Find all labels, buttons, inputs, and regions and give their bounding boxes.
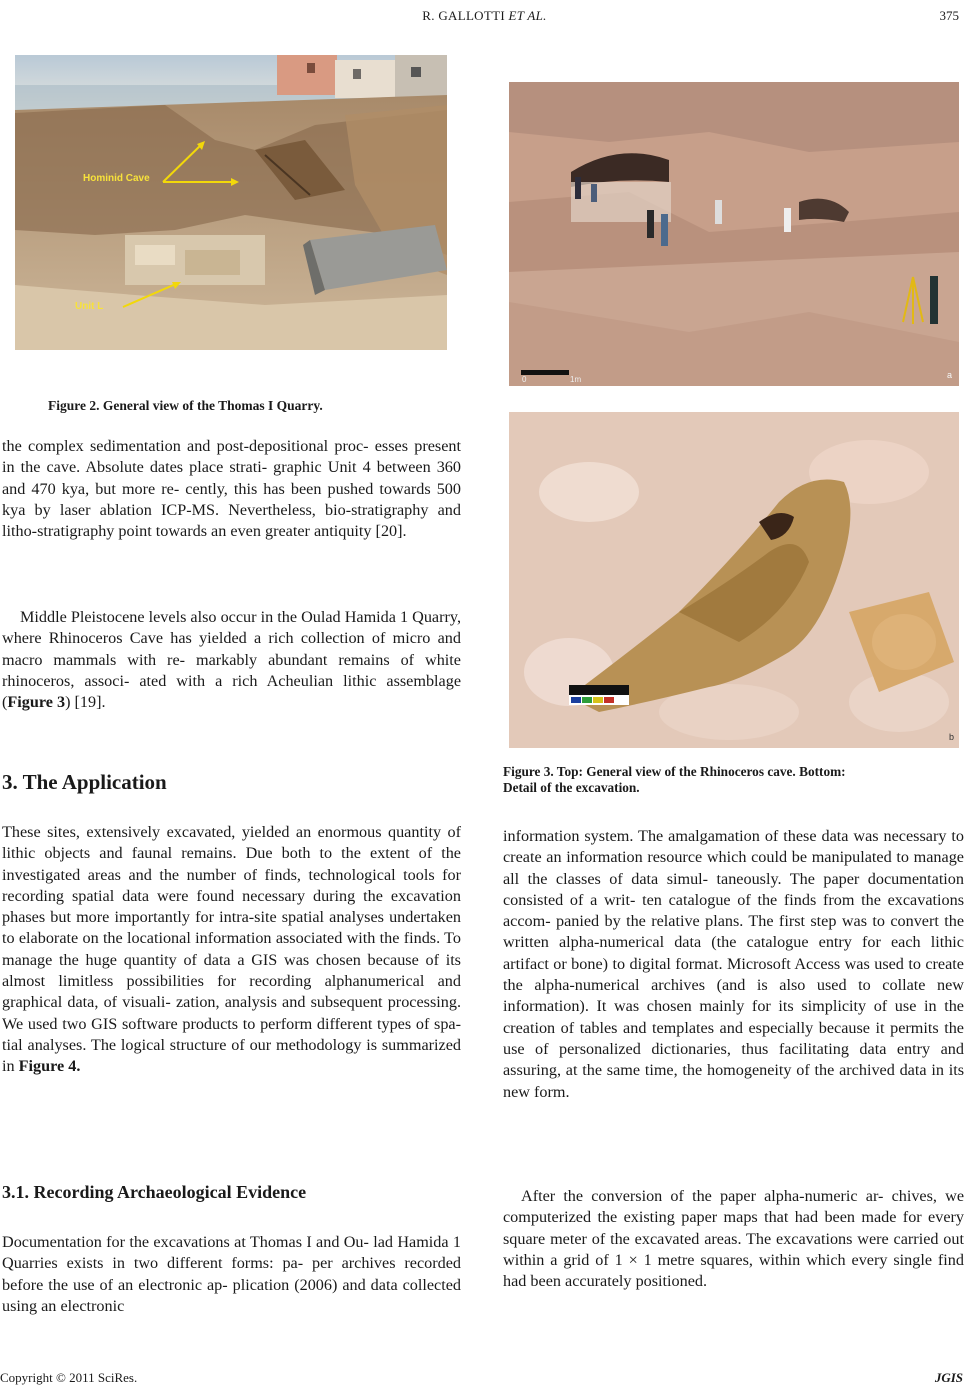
unit-l-label: Unit L [75,301,104,312]
right-para-2-text: After the conversion of the paper alpha-numeric ar- chives, we computerized the existing paper maps that had been made for every square meter of the excavated areas. The excavations were carried out within a grid of 1 × 1 metre squares, within which every single find had been accurately positioned. [503,1187,964,1291]
right-para-1 [503,826,964,1103]
page-header [0,8,969,28]
left-para-1 [2,436,461,542]
scale-one-label: 1m [570,375,582,384]
figure-2-photo [15,55,447,350]
running-head [0,8,969,24]
left-para-2-text [2,607,461,713]
left-para-2-part-a: Middle Pleistocene levels also occur in the Oulad Hamida 1 Quarry, where Rhinoceros Cave has yielded a rich collection of micro and macro mammals with re- markably abundant remains of white rhinoceros, associ- ated with a rich Acheulian lithic assemblage ( [2,608,461,712]
left-para-3-text [2,822,461,1078]
running-head-etal: ET AL. [508,8,547,23]
panel-b-label: b [949,732,955,742]
left-para-2 [2,607,461,713]
figure-4-ref: Figure 4. [18,1057,81,1076]
panel-a-label: a [947,370,953,380]
figure-3a-photo [509,82,959,386]
left-para-4 [2,1232,461,1317]
page-footer [0,1370,969,1386]
left-para-3 [2,822,461,1078]
hominid-cave-label: Hominid Cave [83,173,150,184]
copyright: Copyright © 2011 SciRes. [0,1370,138,1385]
right-para-2 [503,1186,964,1292]
right-para-1-text: information system. The amalgamation of these data was necessary to create an information resource which could be manipulated to manage all the classes of data simul- taneously. The paper documentation consisted of a writ- ten catalogue of the finds from the excavations accom- panied by the relative plans. The first step was to convert the written alpha-numerical data (the catalogue entry for each lithic artifact or bone) to digital format. Microsoft Access was used to create the alpha-numerical archives (and is also used to collate new information). It was chosen mainly for its simplicity of use in the creation of tables and templates and especially because it permits the use of personalized dictionaries, thus facilitating data entry and assuring, at the same time, the homogeneity of the archived data in its new form. [503,827,964,1101]
scale-zero-label: 0 [522,375,527,384]
figure-3-caption-line-1: Figure 3. Top: General view of the Rhinoceros cave. Bottom: [503,764,846,779]
figure-3-caption [503,764,969,796]
figure-3-caption-line-2: Detail of the excavation. [503,780,640,795]
left-para-2-part-b: ) [19]. [65,693,106,712]
excavation-detail-illustration [509,412,959,748]
section-3-1-heading: 3.1. Recording Archaeological Evidence [2,1182,307,1202]
left-para-3-part-a: These sites, extensively excavated, yielded an enormous quantity of lithic objects and faunal remains. Due both to the extent of the investigated areas and the number of finds, technological tools for recording spatial data were found necessary during the excavation phases but more importantly for intra-site spatial analyses undertaken to elaborate on the locational information associated with the finds. To manage the huge quantity of data a GIS was chosen because of its almost limitless possibilities for recording alphanumerical and graphical data, of visuali- zation, analysis and subsequent processing. We used two GIS software products to perform different types of spa- tial analyses. The logical structure of our methodology is summarized in [2,823,461,1076]
page-number: 375 [939,8,959,23]
rhinoceros-cave-illustration [509,82,959,386]
figure-3b-photo [509,412,959,748]
left-para-4-text: Documentation for the excavations at Thomas I and Ou- lad Hamida 1 Quarries exists in two different forms: pa- per archives recorded before the use of an electronic ap- plication (2006) and data collected using an electronic [2,1233,461,1315]
figure-2-caption: Figure 2. General view of the Thomas I Quarry. [48,398,323,413]
running-head-authors: R. GALLOTTI [422,8,505,23]
section-3-heading: 3. The Application [2,770,167,794]
journal-name: JGIS [934,1370,963,1385]
left-para-1-text: the complex sedimentation and post-depositional proc- esses present in the cave. Absolute dates place strati- graphic Unit 4 between 360 and 470 kya, but more re- cently, this has been pushed towards 500 kya by laser ablation ICP-MS. Nevertheless, bio-stratigraphy and litho-stratigraphy point towards an even greater antiquity [20]. [2,437,461,541]
figure-3-ref: Figure 3 [7,693,66,712]
